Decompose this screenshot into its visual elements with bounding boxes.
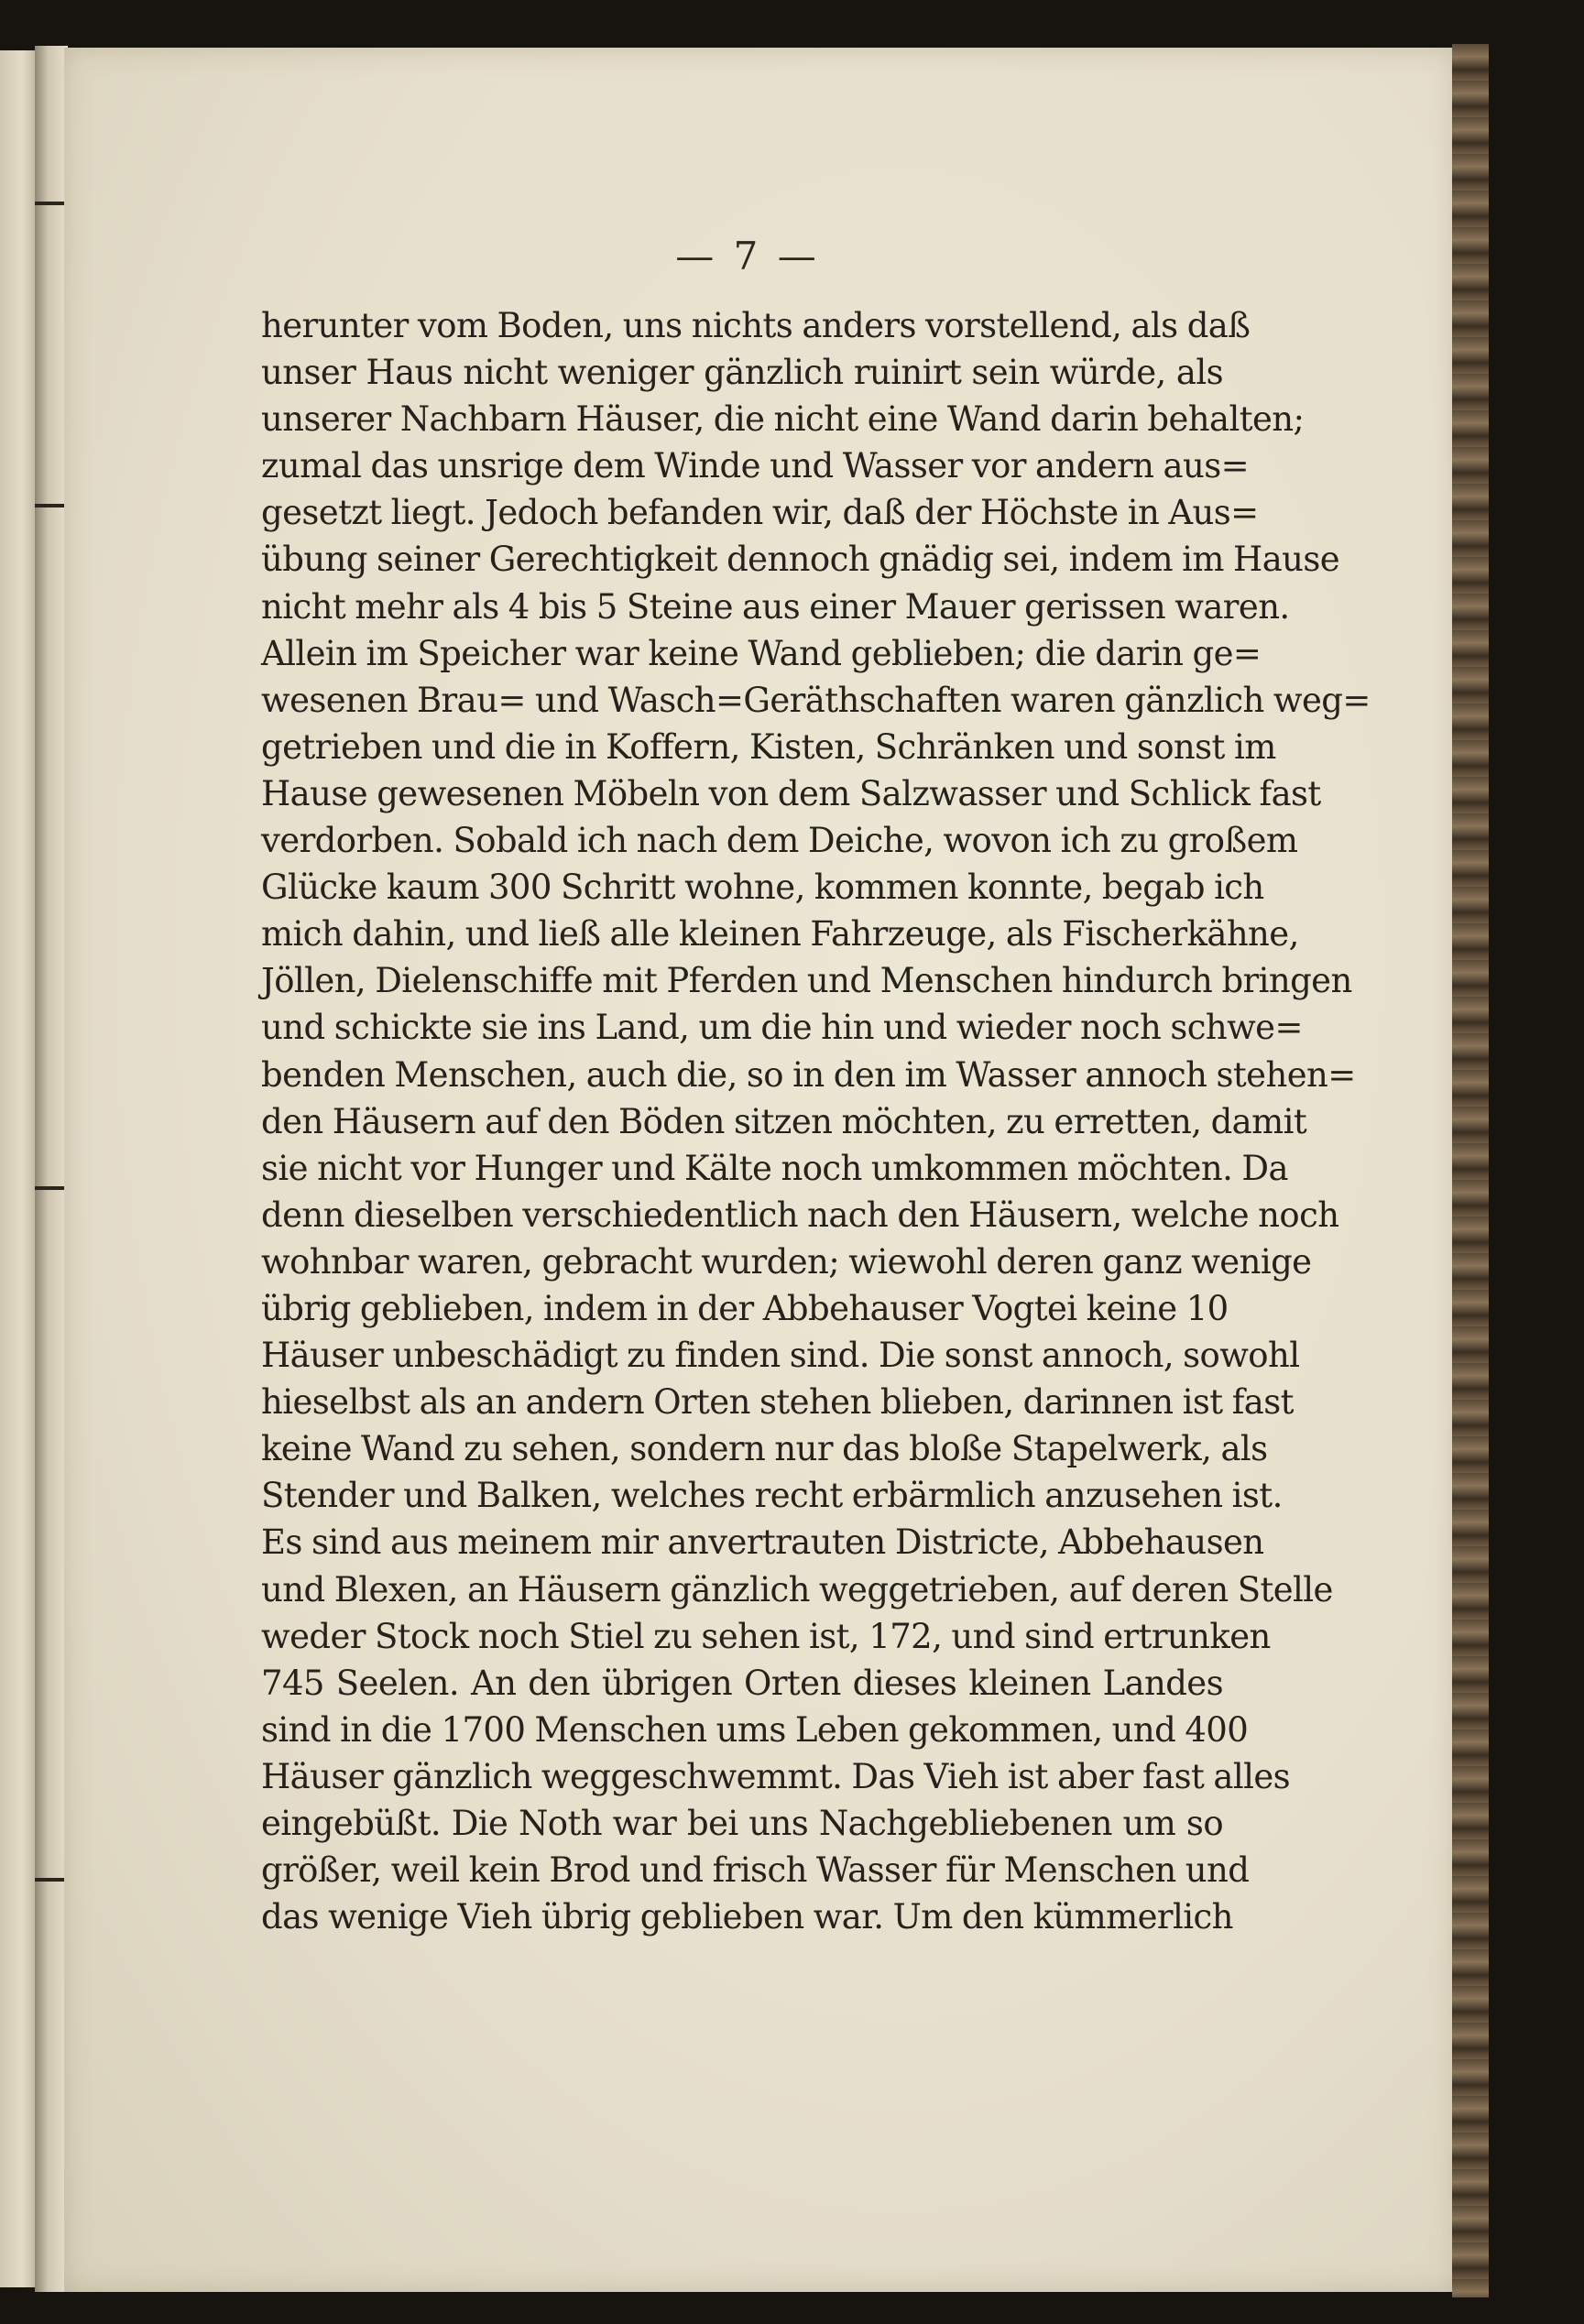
text-line: keine Wand zu sehen, sondern nur das bloße Stapelwerk, als xyxy=(261,1429,1268,1469)
text-line: eingebüßt. Die Noth war bei uns Nachgebliebenen um so xyxy=(261,1804,1223,1843)
page-number: — 7 — xyxy=(675,234,820,278)
body-text xyxy=(261,302,1371,1940)
text-line: gesetzt liegt. Jedoch befanden wir, daß der Höchste in Aus= xyxy=(261,493,1259,533)
text-line: unser Haus nicht weniger gänzlich ruinirt sein würde, als xyxy=(261,353,1223,393)
text-line: weder Stock noch Stiel zu sehen ist, 172, und sind ertrunken xyxy=(261,1616,1271,1656)
text-line: Stender und Balken, welches recht erbärmlich anzusehen ist. xyxy=(261,1476,1283,1516)
text-line: und schickte sie ins Land, um die hin und wieder noch schwe= xyxy=(261,1008,1303,1048)
text-line: den Häusern auf den Böden sitzen möchten, zu erretten, damit xyxy=(261,1101,1307,1141)
text-line: Hause gewesenen Möbeln von dem Salzwasser und Schlick fast xyxy=(261,773,1321,813)
text-line: getrieben und die in Koffern, Kisten, Schränken und sonst im xyxy=(261,726,1276,767)
text-line: zumal das unsrige dem Winde und Wasser vor andern aus= xyxy=(261,446,1250,486)
text-line: Jöllen, Dielenschiffe mit Pferden und Menschen hindurch bringen xyxy=(261,961,1352,1001)
text-line: Häuser gänzlich weggeschwemmt. Das Vieh ist aber fast alles xyxy=(261,1756,1291,1796)
text-line: nicht mehr als 4 bis 5 Steine aus einer Mauer gerissen waren. xyxy=(261,586,1290,627)
text-line: größer, weil kein Brod und frisch Wasser für Menschen und xyxy=(261,1850,1250,1891)
text-line: unserer Nachbarn Häuser, die nicht eine Wand darin behalten; xyxy=(261,399,1305,440)
text-line: Es sind aus meinem mir anvertrauten Districte, Abbehausen xyxy=(261,1522,1264,1563)
text-line: Glücke kaum 300 Schritt wohne, kommen konnte, begab ich xyxy=(261,867,1264,908)
text-line: wesenen Brau= und Wasch=Geräthschaften waren gänzlich weg= xyxy=(261,680,1371,720)
text-line: übrig geblieben, indem in der Abbehauser Vogtei keine 10 xyxy=(261,1288,1229,1328)
text-line: übung seiner Gerechtigkeit dennoch gnädig sei, indem im Hause xyxy=(261,540,1340,580)
text-line: denn dieselben verschiedentlich nach den Häusern, welche noch xyxy=(261,1195,1339,1235)
book-gutter xyxy=(35,46,68,2292)
text-line: benden Menschen, auch die, so in den im Wasser annoch stehen= xyxy=(261,1054,1356,1095)
previous-page-edge xyxy=(0,50,37,2287)
text-line: und Blexen, an Häusern gänzlich weggetrieben, auf deren Stelle xyxy=(261,1569,1333,1609)
text-line: Häuser unbeschädigt zu finden sind. Die sonst annoch, sowohl xyxy=(261,1336,1300,1376)
text-line: hieselbst als an andern Orten stehen blieben, darinnen ist fast xyxy=(261,1382,1294,1423)
text-line: mich dahin, und ließ alle kleinen Fahrzeuge, als Fischerkähne, xyxy=(261,914,1299,955)
text-line: sie nicht vor Hunger und Kälte noch umkommen möchten. Da xyxy=(261,1148,1288,1188)
text-line: 745 Seelen. An den übrigen Orten dieses kleinen Landes xyxy=(261,1663,1223,1703)
text-line: wohnbar waren, gebracht wurden; wiewohl deren ganz wenige xyxy=(261,1241,1312,1282)
cover-edge xyxy=(1452,44,1489,2297)
text-line: sind in die 1700 Menschen ums Leben gekommen, und 400 xyxy=(261,1709,1249,1750)
text-line: herunter vom Boden, uns nichts anders vorstellend, als daß xyxy=(261,306,1251,345)
text-line: Allein im Speicher war keine Wand geblieben; die darin ge= xyxy=(261,633,1262,673)
text-line: das wenige Vieh übrig geblieben war. Um den kümmerlich xyxy=(261,1897,1233,1937)
text-line: verdorben. Sobald ich nach dem Deiche, wovon ich zu großem xyxy=(261,821,1298,861)
